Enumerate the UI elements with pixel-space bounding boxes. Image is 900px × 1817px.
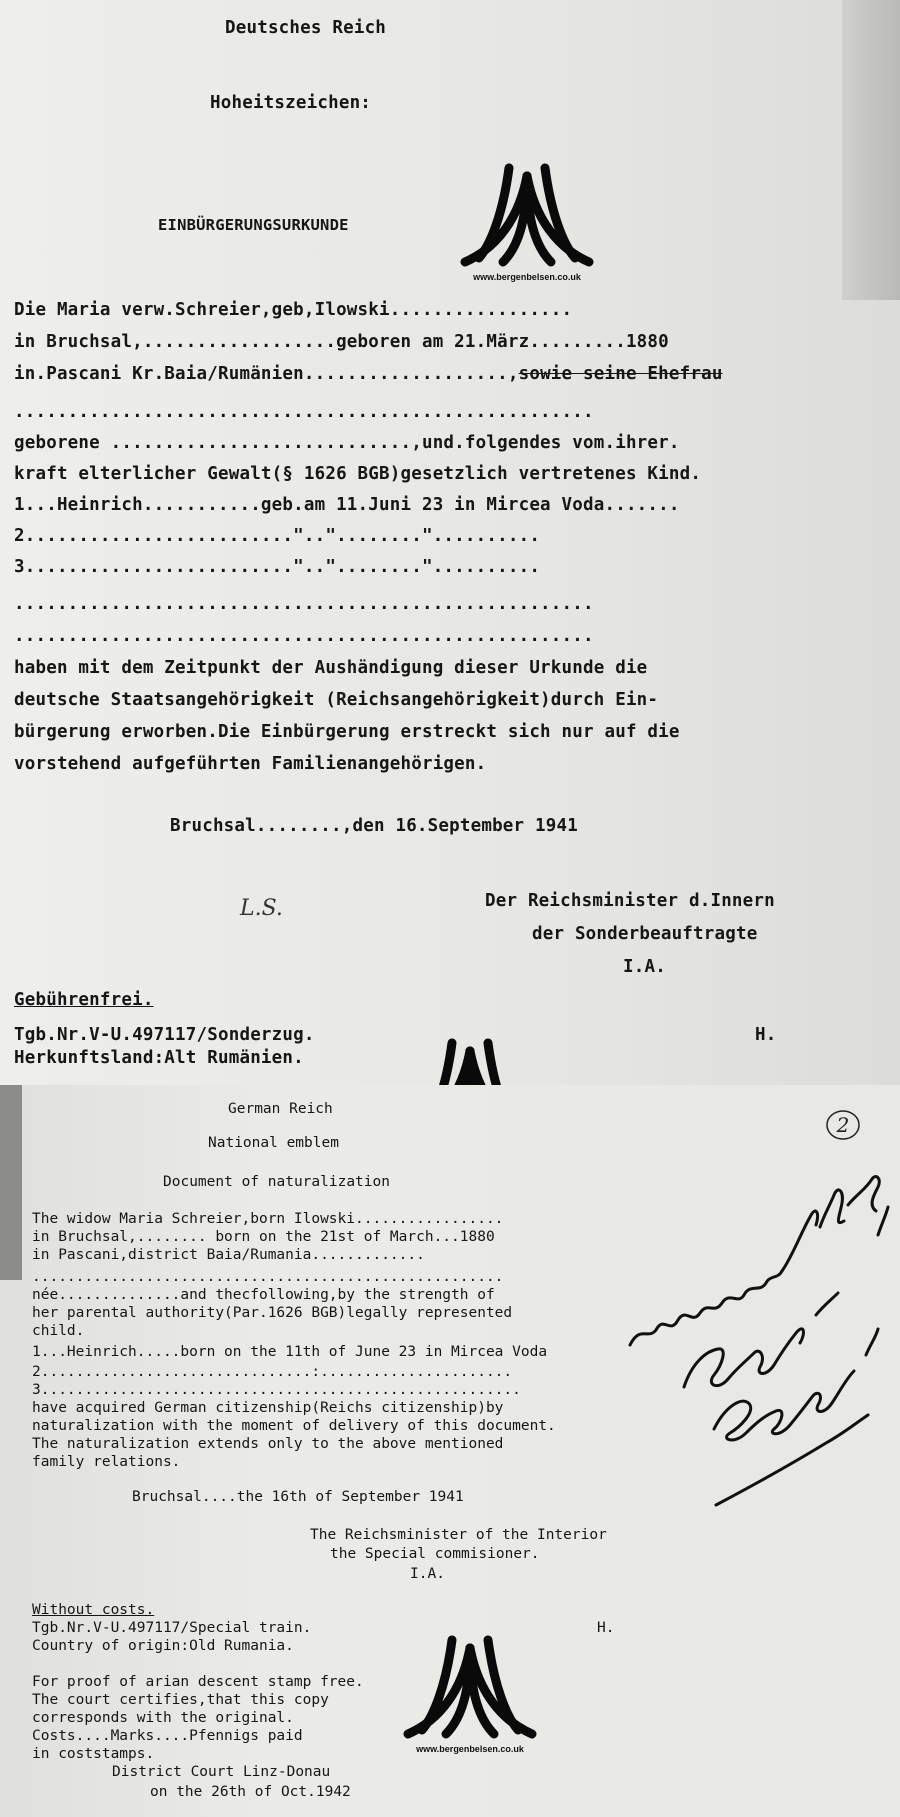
german-line-9: 3.........................".."........"..........: [14, 557, 541, 577]
english-place-date: Bruchsal....the 16th of September 1941: [132, 1489, 464, 1505]
german-line-13: deutsche Staatsangehörigkeit (Reichsangehörigkeit)durch Ein-: [14, 690, 659, 710]
english-certification-4: Costs....Marks....Pfennigs paid: [32, 1728, 303, 1744]
english-line-1: The widow Maria Schreier,born Ilowski.................: [32, 1211, 504, 1227]
watermark-emblem-icon: [400, 1630, 540, 1742]
german-signature-1: Der Reichsminister d.Innern: [485, 891, 775, 911]
english-certification-2: The court certifies,that this copy: [32, 1692, 329, 1708]
german-emblem-label: Hoheitszeichen:: [210, 93, 372, 113]
paper-edge: [842, 0, 900, 300]
english-signature-3: I.A.: [410, 1566, 445, 1582]
english-court: District Court Linz-Donau: [112, 1764, 331, 1780]
watermark-logo: [400, 1630, 540, 1754]
english-court-date: on the 26th of Oct.1942: [150, 1784, 351, 1800]
english-certification-3: corresponds with the original.: [32, 1710, 294, 1726]
german-line-12: haben mit dem Zeitpunkt der Aushändigung dieser Urkunde die: [14, 658, 648, 678]
german-line-15: vorstehend aufgeführten Familienangehörigen.: [14, 754, 487, 774]
german-reference-h: H.: [755, 1025, 777, 1045]
german-signature-3: I.A.: [623, 957, 666, 977]
german-place-date: Bruchsal........,den 16.September 1941: [170, 816, 578, 836]
german-document-type: EINBÜRGERUNGSURKUNDE: [158, 216, 349, 234]
german-line-3: [14, 366, 723, 384]
german-line-4: ......................................................: [14, 402, 594, 422]
german-line-1: Die Maria verw.Schreier,geb,Ilowski.................: [14, 300, 573, 320]
english-emblem-label: National emblem: [208, 1135, 339, 1151]
english-line-9: 2...............................:......................: [32, 1364, 513, 1380]
english-line-4: ......................................................: [32, 1269, 504, 1285]
german-line-8: 2.........................".."........"..........: [14, 526, 541, 546]
english-line-6: her parental authority(Par.1626 BGB)legally represented: [32, 1305, 513, 1321]
german-seal-initials: L.S.: [240, 896, 283, 921]
english-line-2: in Bruchsal,........ born on the 21st of March...1880: [32, 1229, 495, 1245]
page-number-circle-icon: [823, 1105, 863, 1145]
english-line-12: naturalization with the moment of delivery of this document.: [32, 1418, 556, 1434]
english-line-5: née..............and thecfollowing,by the strength of: [32, 1287, 495, 1303]
german-line-3-text: in.Pascani Kr.Baia/Rumänien...................,: [14, 364, 519, 384]
english-title: German Reich: [228, 1101, 333, 1117]
german-line-6: kraft elterlicher Gewalt(§ 1626 BGB)gesetzlich vertretenes Kind.: [14, 464, 702, 484]
watermark-logo: [457, 158, 597, 282]
english-signature-1: The Reichsminister of the Interior: [310, 1527, 607, 1543]
english-line-14: family relations.: [32, 1454, 181, 1470]
german-reference: Tgb.Nr.V-U.497117/Sonderzug.: [14, 1025, 315, 1045]
german-origin: Herkunftsland:Alt Rumänien.: [14, 1048, 304, 1068]
german-line-5: geborene ............................,und.folgendes vom.ihrer.: [14, 433, 680, 453]
english-line-10: 3.......................................................: [32, 1382, 521, 1398]
german-line-7: 1...Heinrich...........geb.am 11.Juni 23 in Mircea Voda.......: [14, 495, 680, 515]
english-line-7: child.: [32, 1323, 85, 1339]
english-document-type: Document of naturalization: [163, 1174, 390, 1190]
watermark-emblem-icon: [457, 158, 597, 270]
english-reference: Tgb.Nr.V-U.497117/Special train.: [32, 1620, 312, 1636]
german-line-14: bürgerung erworben.Die Einbürgerung erstreckt sich nur auf die: [14, 722, 680, 742]
english-translation-sheet: [0, 1085, 900, 1817]
english-line-13: The naturalization extends only to the above mentioned: [32, 1436, 504, 1452]
english-line-8: 1...Heinrich.....born on the 11th of June 23 in Mircea Voda: [32, 1344, 548, 1360]
page-number: 2: [836, 1113, 850, 1137]
english-certification-1: For proof of arian descent stamp free.: [32, 1674, 364, 1690]
german-title: Deutsches Reich: [225, 18, 387, 38]
german-line-2: in Bruchsal,..................geboren am 21.März.........1880: [14, 332, 669, 352]
english-certification-5: in coststamps.: [32, 1746, 155, 1762]
english-line-11: have acquired German citizenship(Reichs citizenship)by: [32, 1400, 504, 1416]
english-line-3: in Pascani,district Baia/Rumania.............: [32, 1247, 425, 1263]
english-signature-2: the Special commisioner.: [330, 1546, 540, 1562]
german-signature-2: der Sonderbeauftragte: [532, 924, 758, 944]
german-line-10: ......................................................: [14, 594, 594, 614]
handwritten-signature-icon: [620, 1165, 900, 1535]
english-reference-h: H.: [597, 1620, 615, 1636]
watermark-url: www.bergenbelsen.co.uk: [416, 1744, 524, 1754]
german-line-3-struck: sowie seine Ehefrau: [518, 364, 723, 384]
german-fee: Gebührenfrei.: [14, 990, 154, 1010]
paper-edge: [0, 1085, 22, 1280]
watermark-url: www.bergenbelsen.co.uk: [473, 272, 581, 282]
german-line-11: ......................................................: [14, 626, 594, 646]
english-origin: Country of origin:Old Rumania.: [32, 1638, 294, 1654]
english-fee: Without costs.: [32, 1602, 155, 1618]
